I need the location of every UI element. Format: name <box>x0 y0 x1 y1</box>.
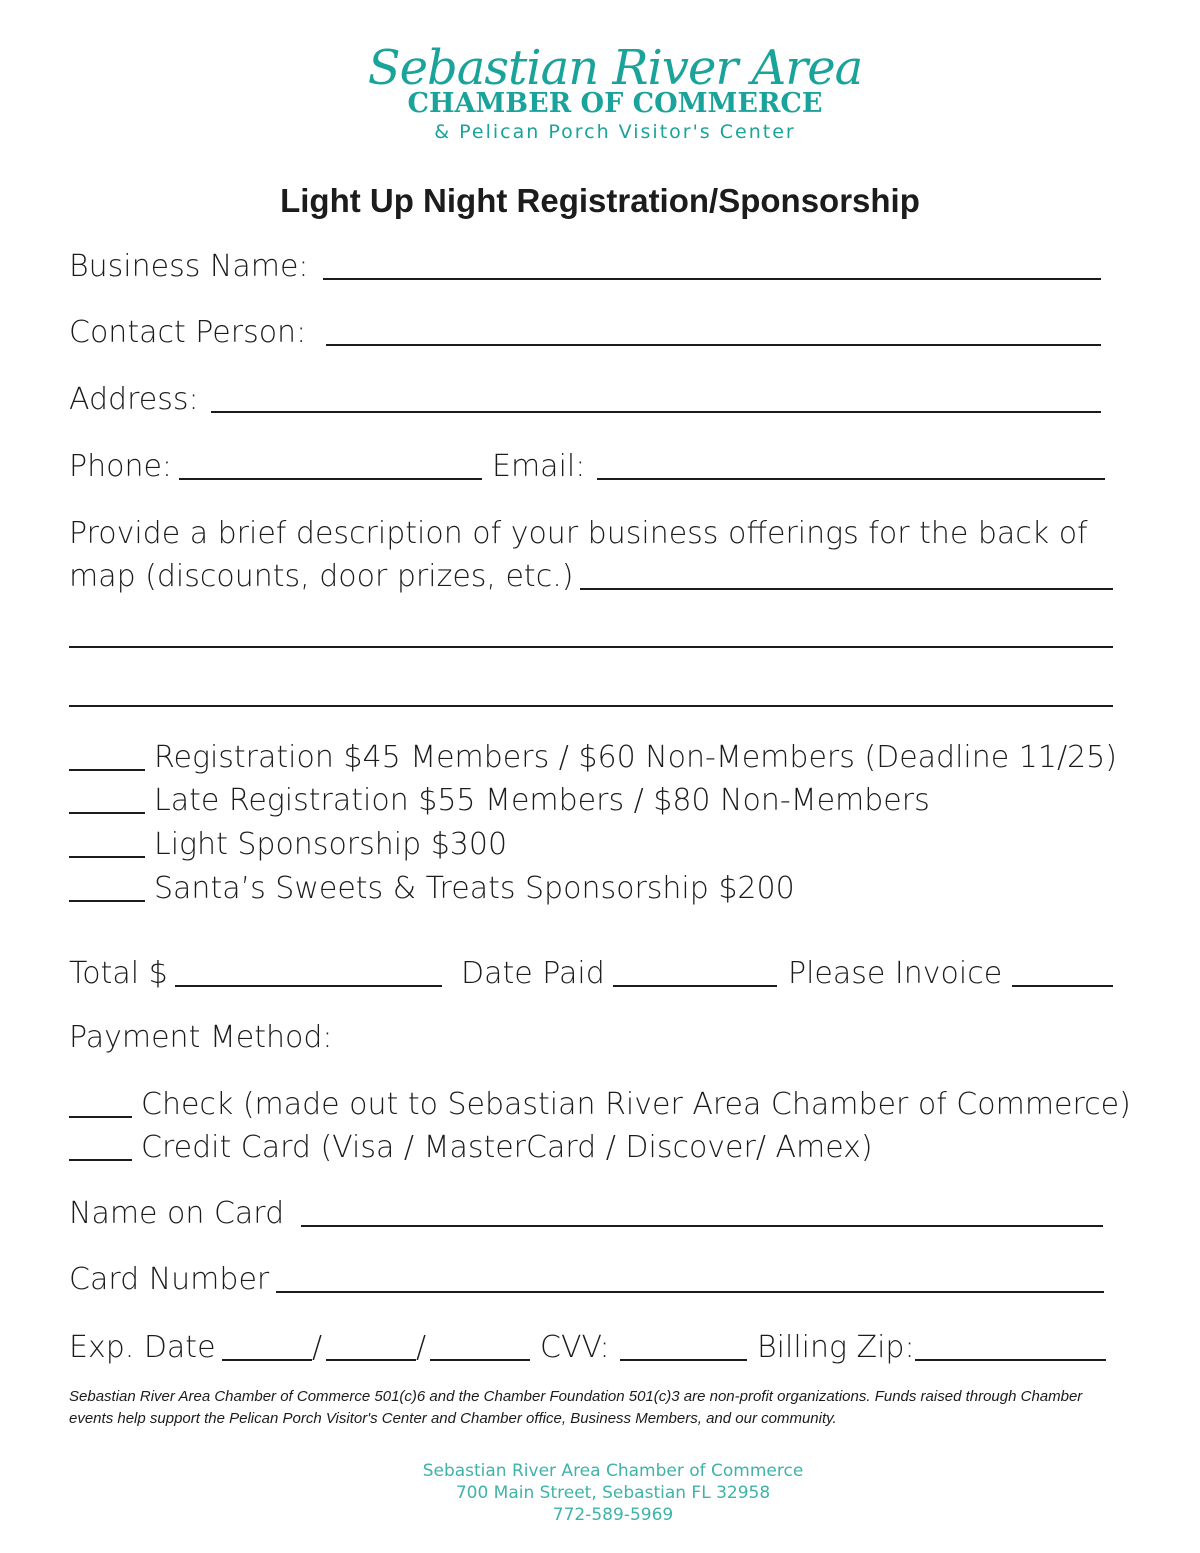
name-on-card-label: Name on Card <box>69 1196 285 1231</box>
business-name-field[interactable] <box>323 278 1101 280</box>
option-sweets-sponsorship: Santa’s Sweets & Treats Sponsorship $200 <box>154 871 795 906</box>
date-paid-field[interactable] <box>613 985 777 987</box>
please-invoice-field[interactable] <box>1012 985 1113 987</box>
logo-script-text: Sebastian River Area <box>367 40 863 96</box>
phone-label: Phone: <box>69 449 173 484</box>
option-registration: Registration $45 Members / $60 Non-Members (Deadline 11/25) <box>154 740 1117 775</box>
footer-phone: 772-589-5969 <box>552 1505 674 1525</box>
footer-org-name: Sebastian River Area Chamber of Commerce <box>422 1461 804 1481</box>
payment-method-check: Check (made out to Sebastian River Area Chamber of Commerce) <box>141 1087 1131 1122</box>
billing-zip-label: Billing Zip: <box>757 1330 915 1365</box>
date-paid-label: Date Paid <box>461 956 605 991</box>
payment-method-heading: Payment Method: <box>69 1020 333 1055</box>
business-name-label: Business Name: <box>69 249 309 284</box>
payment-blank-check[interactable] <box>69 1116 132 1118</box>
option-late-registration: Late Registration $55 Members / $80 Non-Members <box>154 783 930 818</box>
total-field[interactable] <box>175 985 442 987</box>
description-prompt-line1: Provide a brief description of your business offerings for the back of <box>69 516 1088 551</box>
cvv-field[interactable] <box>620 1359 747 1361</box>
description-field-line1[interactable] <box>580 588 1113 590</box>
contact-person-label: Contact Person: <box>69 315 307 350</box>
exp-day-field[interactable] <box>326 1359 416 1361</box>
logo-main-text: CHAMBER OF COMMERCE <box>407 88 823 119</box>
option-blank-late-registration[interactable] <box>69 812 145 814</box>
address-field[interactable] <box>211 411 1101 413</box>
name-on-card-field[interactable] <box>301 1225 1103 1227</box>
page-title: Light Up Night Registration/Sponsorship <box>280 182 920 219</box>
please-invoice-label: Please Invoice <box>788 956 1003 991</box>
option-blank-registration[interactable] <box>69 769 145 771</box>
option-blank-light-sponsorship[interactable] <box>69 856 145 858</box>
payment-method-credit-card: Credit Card (Visa / MasterCard / Discover/ Amex) <box>141 1130 873 1165</box>
phone-field[interactable] <box>179 478 482 480</box>
description-field-line2[interactable] <box>69 646 1113 648</box>
email-field[interactable] <box>597 478 1105 480</box>
card-number-field[interactable] <box>276 1291 1104 1293</box>
exp-date-label: Exp. Date <box>69 1330 216 1365</box>
exp-slash-2: / <box>416 1330 427 1365</box>
card-number-label: Card Number <box>69 1262 270 1297</box>
address-label: Address: <box>69 382 199 417</box>
description-field-line3[interactable] <box>69 705 1113 707</box>
exp-year-field[interactable] <box>430 1359 530 1361</box>
option-blank-sweets-sponsorship[interactable] <box>69 900 145 902</box>
option-light-sponsorship: Light Sponsorship $300 <box>154 827 508 862</box>
logo-sub-text: & Pelican Porch Visitor's Center <box>434 121 796 143</box>
nonprofit-footnote: Sebastian River Area Chamber of Commerce 501(c)6 and the Chamber Foundation 501(c)3 are non-profit organizations. Funds raised through Chamber events help support the Pelican Porch Visitor's Center and Chamber office, Business Members, and our community. <box>69 1388 1083 1427</box>
payment-blank-credit-card[interactable] <box>69 1159 132 1161</box>
total-label: Total $ <box>69 956 168 991</box>
exp-slash-1: / <box>312 1330 323 1365</box>
contact-person-field[interactable] <box>326 344 1101 346</box>
billing-zip-field[interactable] <box>915 1359 1106 1361</box>
footer-address: 700 Main Street, Sebastian FL 32958 <box>455 1483 771 1503</box>
exp-month-field[interactable] <box>222 1359 312 1361</box>
cvv-label: CVV: <box>540 1330 610 1365</box>
description-prompt-line2: map (discounts, door prizes, etc.) <box>69 559 574 594</box>
email-label: Email: <box>492 449 586 484</box>
